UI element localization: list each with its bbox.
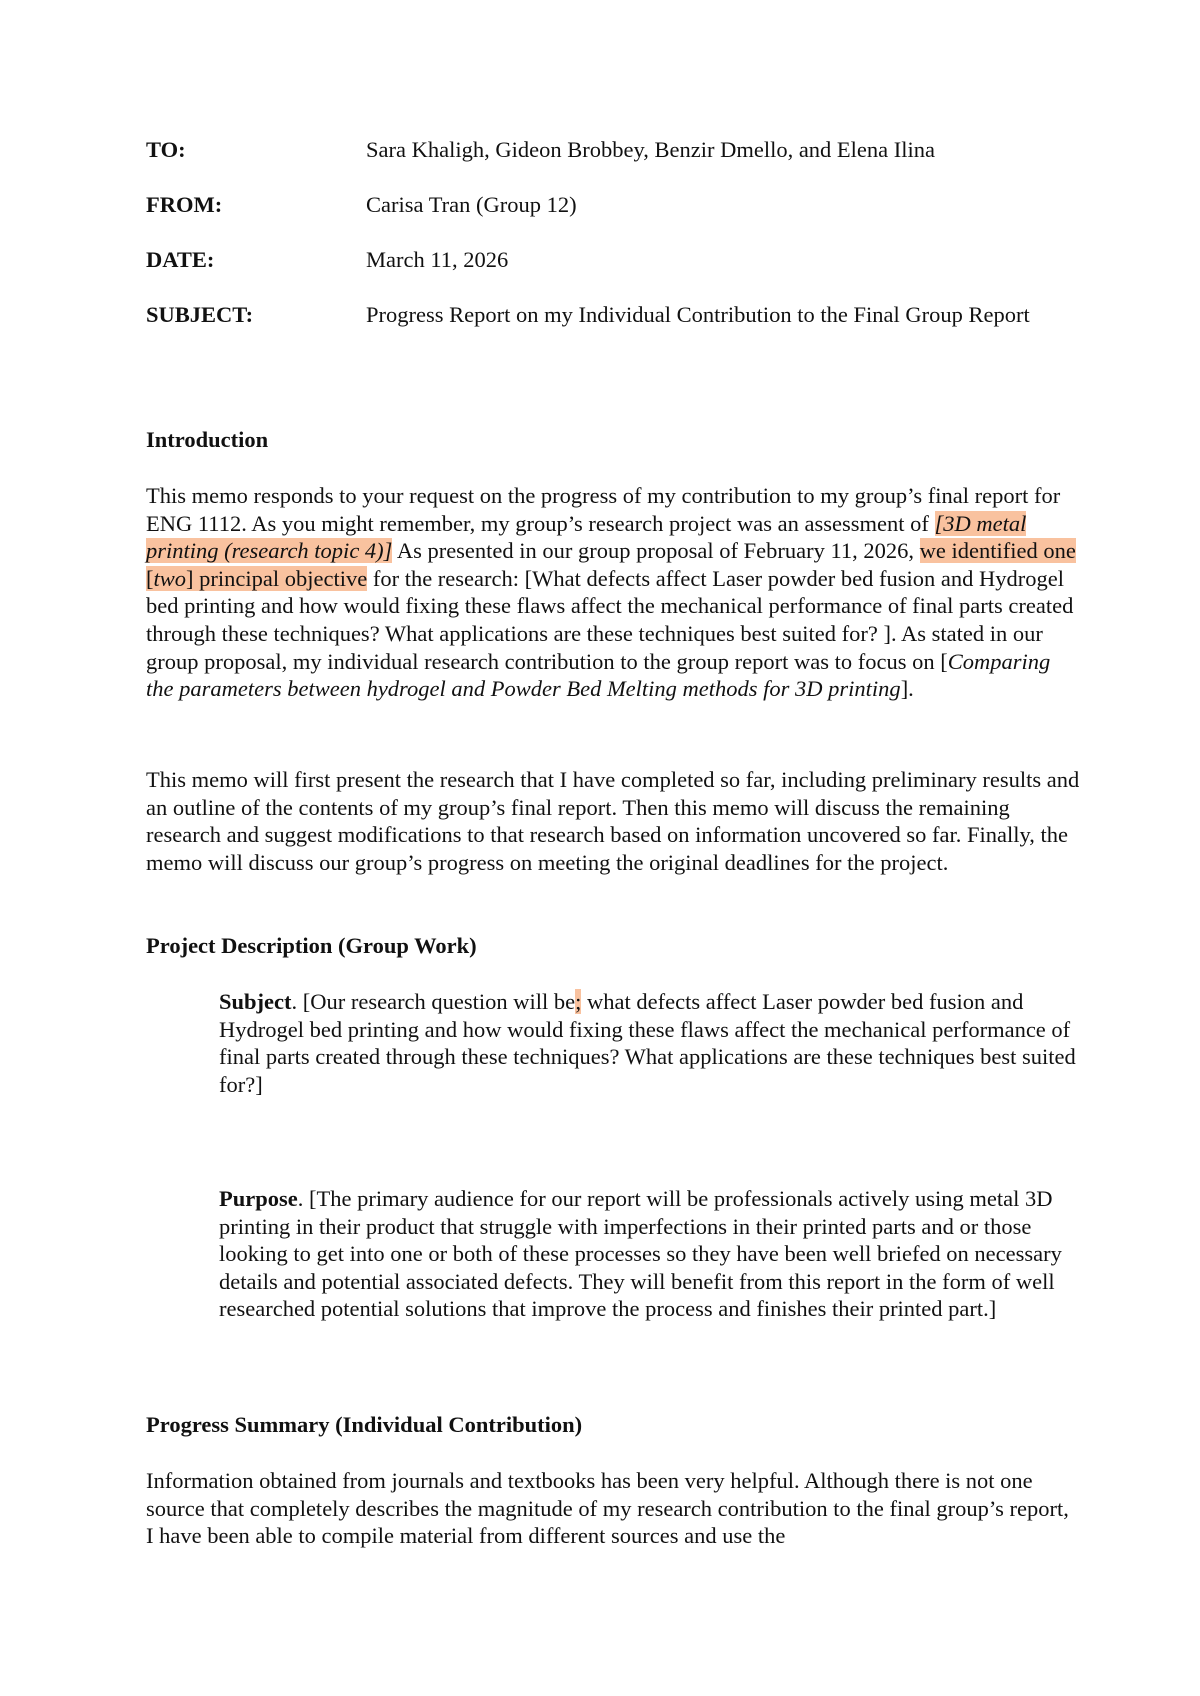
memo-subject-label: SUBJECT: [146,302,254,327]
memo-from-label: FROM: [146,192,223,217]
intro-objective-count: two [153,565,187,591]
progress-summary-paragraph-1: Information obtained from journals and textbooks has been very helpful. Although there is not one source that completely describes the magnitude of my research contribution to the final group’s report, I have been able to compile material from different sources and use the [146,1468,1069,1549]
project-subject-text-a: . [Our research question will be [291,989,576,1014]
progress-summary-heading: Progress Summary (Individual Contribution) [146,1412,583,1437]
introduction-paragraph-2: This memo will first present the research that I have completed so far, including preliminary results and an outline of the contents of my group’s final report. Then this memo will discuss the remaining research and suggest modifications to that research based on information uncovered so far. Finally, the memo will discuss our group’s progress on meeting the original deadlines for the project. [146,767,1080,875]
memo-subject-value: Progress Report on my Individual Contribution to the Final Group Report [366,302,1030,327]
project-description-heading: Project Description (Group Work) [146,933,477,958]
intro-research-topic-highlight: [3D metal printing (research topic 4)] [146,510,1027,564]
project-subject-paragraph [219,988,1081,1098]
memo-date-value: March 11, 2026 [366,247,509,272]
memo-from-value: Carisa Tran (Group 12) [366,192,577,217]
intro-p1-text-a: This memo responds to your request on the progress of my contribution to my group’s final report for ENG 1112. As you might remember, my group’s research project was an assessment of [146,483,1061,536]
project-purpose-text: . [The primary audience for our report will be professionals actively using metal 3D printing in their product that struggle with imperfections in their printed parts and or those looking to get into one or both of these processes so they have been well briefed on necessary details and potential associated defects. They will benefit from this report in the form of well researched potential solutions that improve the process and finishes their printed part.] [219,1186,1062,1322]
project-purpose-lead: Purpose [219,1186,298,1211]
intro-p1-text-i: ]. [900,676,914,702]
intro-p1-text-g: for the research: [What defects affect Laser powder bed fusion and Hydrogel bed printing and how would fixing these flaws affect the mechanical performance of final parts created through these techniques? What applications are these techniques best suited for? ]. As stated in our group proposal, my individual research contribution to the group report was to focus on [ [146,565,1074,674]
intro-focus-topic: Comparing the parameters between hydrogel and Powder Bed Melting methods for 3D printing [146,648,1051,702]
intro-objective-text-b: ] principal objective [186,565,368,591]
intro-objective-text-a: we identified one [ [146,538,1076,591]
memo-date-label: DATE: [146,247,215,272]
memo-to-value: Sara Khaligh, Gideon Brobbey, Benzir Dmello, and Elena Ilina [366,137,936,162]
memo-to-label: TO: [146,137,186,162]
introduction-paragraph-1 [146,482,1081,703]
project-purpose-paragraph [219,1185,1081,1323]
project-subject-semicolon-highlight: ; [575,989,582,1014]
introduction-heading: Introduction [146,427,269,452]
project-subject-text-c: what defects affect Laser powder bed fusion and Hydrogel bed printing and how would fixing these flaws affect the mechanical performance of final parts created through these techniques? What applications are these techniques best suited for?] [219,989,1076,1097]
project-subject-lead: Subject [219,989,292,1014]
intro-p1-text-c: As presented in our group proposal of February 11, 2026, [392,538,920,564]
